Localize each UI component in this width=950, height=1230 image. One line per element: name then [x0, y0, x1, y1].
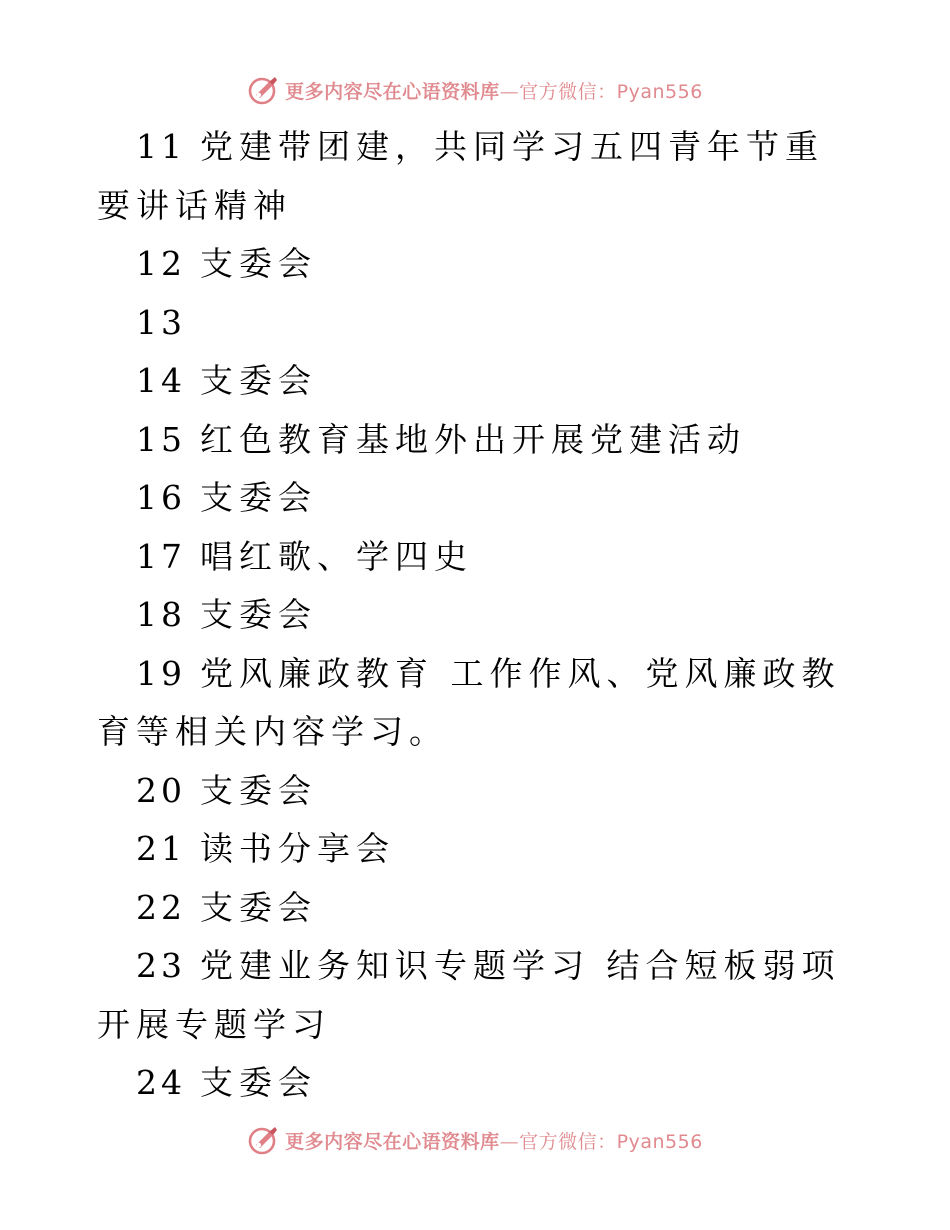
watermark-contact: 官方微信：Pyan556 [519, 80, 703, 103]
item-number: 18 [136, 595, 186, 634]
list-item [97, 645, 857, 762]
list-item [97, 469, 857, 528]
item-text: 读书分享会 [200, 829, 395, 868]
list-item [97, 586, 857, 645]
list-item [97, 352, 857, 411]
watermark-contact: 官方微信：Pyan556 [519, 1130, 703, 1153]
list-item [97, 762, 857, 821]
item-number: 14 [136, 361, 186, 400]
item-number: 19 [136, 653, 186, 693]
watermark-text [285, 1127, 703, 1154]
watermark-banner-top [0, 68, 950, 112]
item-text: 党风廉政教育 工作作风、党风廉政教育等相关内容学习。 [97, 653, 841, 751]
item-number: 12 [136, 244, 186, 283]
list-item [97, 879, 857, 938]
item-text: 红色教育基地外出开展党建活动 [200, 419, 746, 459]
watermark-dash: — [499, 1130, 520, 1153]
list-item [97, 235, 857, 294]
item-number: 11 [136, 127, 186, 166]
list-item [97, 820, 857, 879]
watermark-text [285, 77, 703, 104]
watermark-slogan: 更多内容尽在心语资料库 [285, 80, 500, 103]
item-text: 唱红歌、学四史 [200, 536, 473, 576]
item-text: 支委会 [200, 887, 317, 927]
list-item [97, 294, 857, 353]
watermark-dash: — [499, 80, 520, 103]
item-text: 支委会 [200, 244, 317, 283]
item-number: 23 [136, 946, 186, 985]
pen-logo-icon [247, 73, 281, 107]
item-text: 支委会 [200, 1063, 317, 1102]
item-text: 支委会 [200, 478, 317, 517]
watermark-slogan: 更多内容尽在心语资料库 [285, 1130, 500, 1153]
item-text: 党建带团建，共同学习五四青年节重要讲话精神 [97, 127, 824, 225]
item-number: 24 [136, 1063, 186, 1102]
watermark-banner-bottom [0, 1118, 950, 1162]
item-number: 16 [136, 478, 186, 517]
item-number: 22 [136, 887, 186, 927]
item-text: 支委会 [200, 361, 317, 400]
list-item [97, 411, 857, 470]
list-item [97, 528, 857, 587]
item-number: 20 [136, 770, 186, 810]
item-number: 17 [136, 536, 186, 576]
item-number: 13 [136, 302, 186, 342]
document-body [97, 118, 857, 1113]
list-item [97, 937, 857, 1054]
pen-logo-icon [247, 1123, 281, 1157]
list-item [97, 118, 857, 235]
item-number: 21 [136, 829, 186, 868]
item-text: 支委会 [200, 595, 317, 634]
item-text: 支委会 [200, 770, 317, 810]
item-text: 党建业务知识专题学习 结合短板弱项开展专题学习 [97, 946, 841, 1044]
item-number: 15 [136, 419, 186, 459]
list-item [97, 1054, 857, 1113]
